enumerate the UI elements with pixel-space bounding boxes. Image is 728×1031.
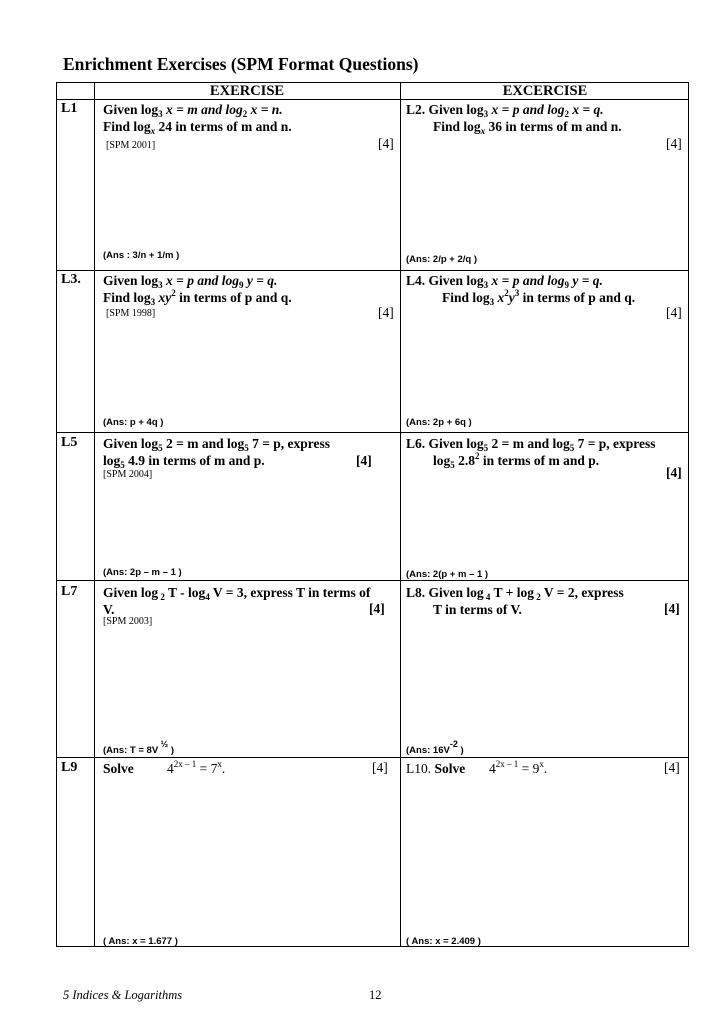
- marks-l3: [4]: [378, 305, 394, 320]
- equation-l9: $4^{2x - 1} = 7^x$.: [167, 759, 226, 776]
- question-l10: L10. Solve: [406, 761, 466, 776]
- footer-chapter: 5 Indices & Logarithms: [63, 988, 183, 1002]
- equation-l10: $4^{2x - 1} = 9^x$.: [489, 759, 548, 776]
- answer-l1: (Ans : 3/n + 1/m ): [103, 250, 180, 261]
- spm-reference-l1: [SPM 2001]: [106, 140, 156, 151]
- question-l4: L4. Given $\log_3 x = p$ and $\log_9 y = q$. Find $\log_3 x^2y^3$ in terms of p and q.: [406, 273, 636, 307]
- spm-reference-l5: [SPM 2004]: [103, 469, 153, 480]
- column-divider: [400, 83, 401, 946]
- question-l1: Given $\log_3 x = m$ and $\log_2 x = n$. Find $\log_x 24$ in terms of m and n.: [103, 102, 292, 136]
- page-title: Enrichment Exercises (SPM Format Questions): [63, 54, 419, 74]
- row-divider: [57, 580, 688, 581]
- question-l8: L8. Given log $_4$ T + log $_2$ V = 2, express T in terms of V.: [406, 585, 624, 617]
- question-label-l3: L3.: [61, 272, 81, 287]
- answer-l3: (Ans: p + 4q ): [103, 417, 164, 428]
- question-l9-solve: Solve: [103, 761, 134, 776]
- question-label-l5: L5: [61, 435, 78, 450]
- marks-l4: [4]: [666, 305, 682, 320]
- question-label-l9: L9: [61, 760, 78, 775]
- question-l3: Given $\log_3 x = p$ and $\log_9 y = q$. Find $\log_3 xy^2$ in terms of p and q.: [103, 273, 292, 307]
- answer-l4: (Ans: 2p + 6q ): [406, 417, 472, 428]
- header-left: EXERCISE: [209, 83, 285, 99]
- exercise-table: [56, 82, 689, 947]
- header-right: EXCERCISE: [502, 83, 588, 99]
- spm-reference-l7: [SPM 2003]: [103, 616, 153, 627]
- marks-l8: [4]: [664, 601, 680, 616]
- question-label-l7: L7: [61, 584, 78, 599]
- question-l7: Given log $_2$ $T - \log_4 V = 3$, express T in terms of V.: [103, 585, 371, 617]
- question-l6: L6. Given $\log_5 2 = m$ and $\log_5 7 = p$, express $\log_5 2.8^2$ in terms of m and p.: [406, 436, 656, 470]
- answer-l2: (Ans: 2/p + 2/q ): [406, 254, 477, 265]
- answer-l5: (Ans: 2p – m – 1 ): [103, 567, 182, 578]
- marks-l10: [4]: [664, 760, 680, 775]
- marks-l2: [4]: [666, 136, 682, 151]
- marks-l9: [4]: [372, 760, 388, 775]
- answer-l9: ( Ans: x = 1.677 ): [103, 936, 178, 947]
- answer-l6: (Ans: 2(p + m – 1 ): [406, 569, 489, 580]
- question-l5: Given $\log_5 2 = m$ and $\log_5 7 = p$, express $\log_5 4.9$ in terms of m and p.: [103, 436, 331, 470]
- marks-l6: [4]: [666, 465, 682, 480]
- marks-l5: [4]: [356, 453, 372, 468]
- page-number: 12: [369, 988, 382, 1002]
- column-divider: [94, 83, 95, 946]
- question-l2: L2. Given $\log_3 x = p$ and $\log_2 x = q$. Find $\log_x 36$ in terms of m and n.: [406, 102, 622, 136]
- spm-reference-l3: [SPM 1998]: [106, 308, 156, 319]
- row-divider: [57, 432, 688, 433]
- answer-l10: ( Ans: x = 2.409 ): [406, 936, 481, 947]
- row-divider: [57, 99, 688, 100]
- row-divider: [57, 757, 688, 758]
- row-divider: [57, 270, 688, 271]
- question-label-l1: L1: [61, 101, 78, 116]
- marks-l7: [4]: [369, 601, 385, 616]
- answer-l8: (Ans: $16V^{-2}$ ): [406, 739, 464, 756]
- marks-l1: [4]: [378, 136, 394, 151]
- answer-l7: (Ans: T = 8V $^{\frac{1}{2}}$ ): [103, 739, 174, 756]
